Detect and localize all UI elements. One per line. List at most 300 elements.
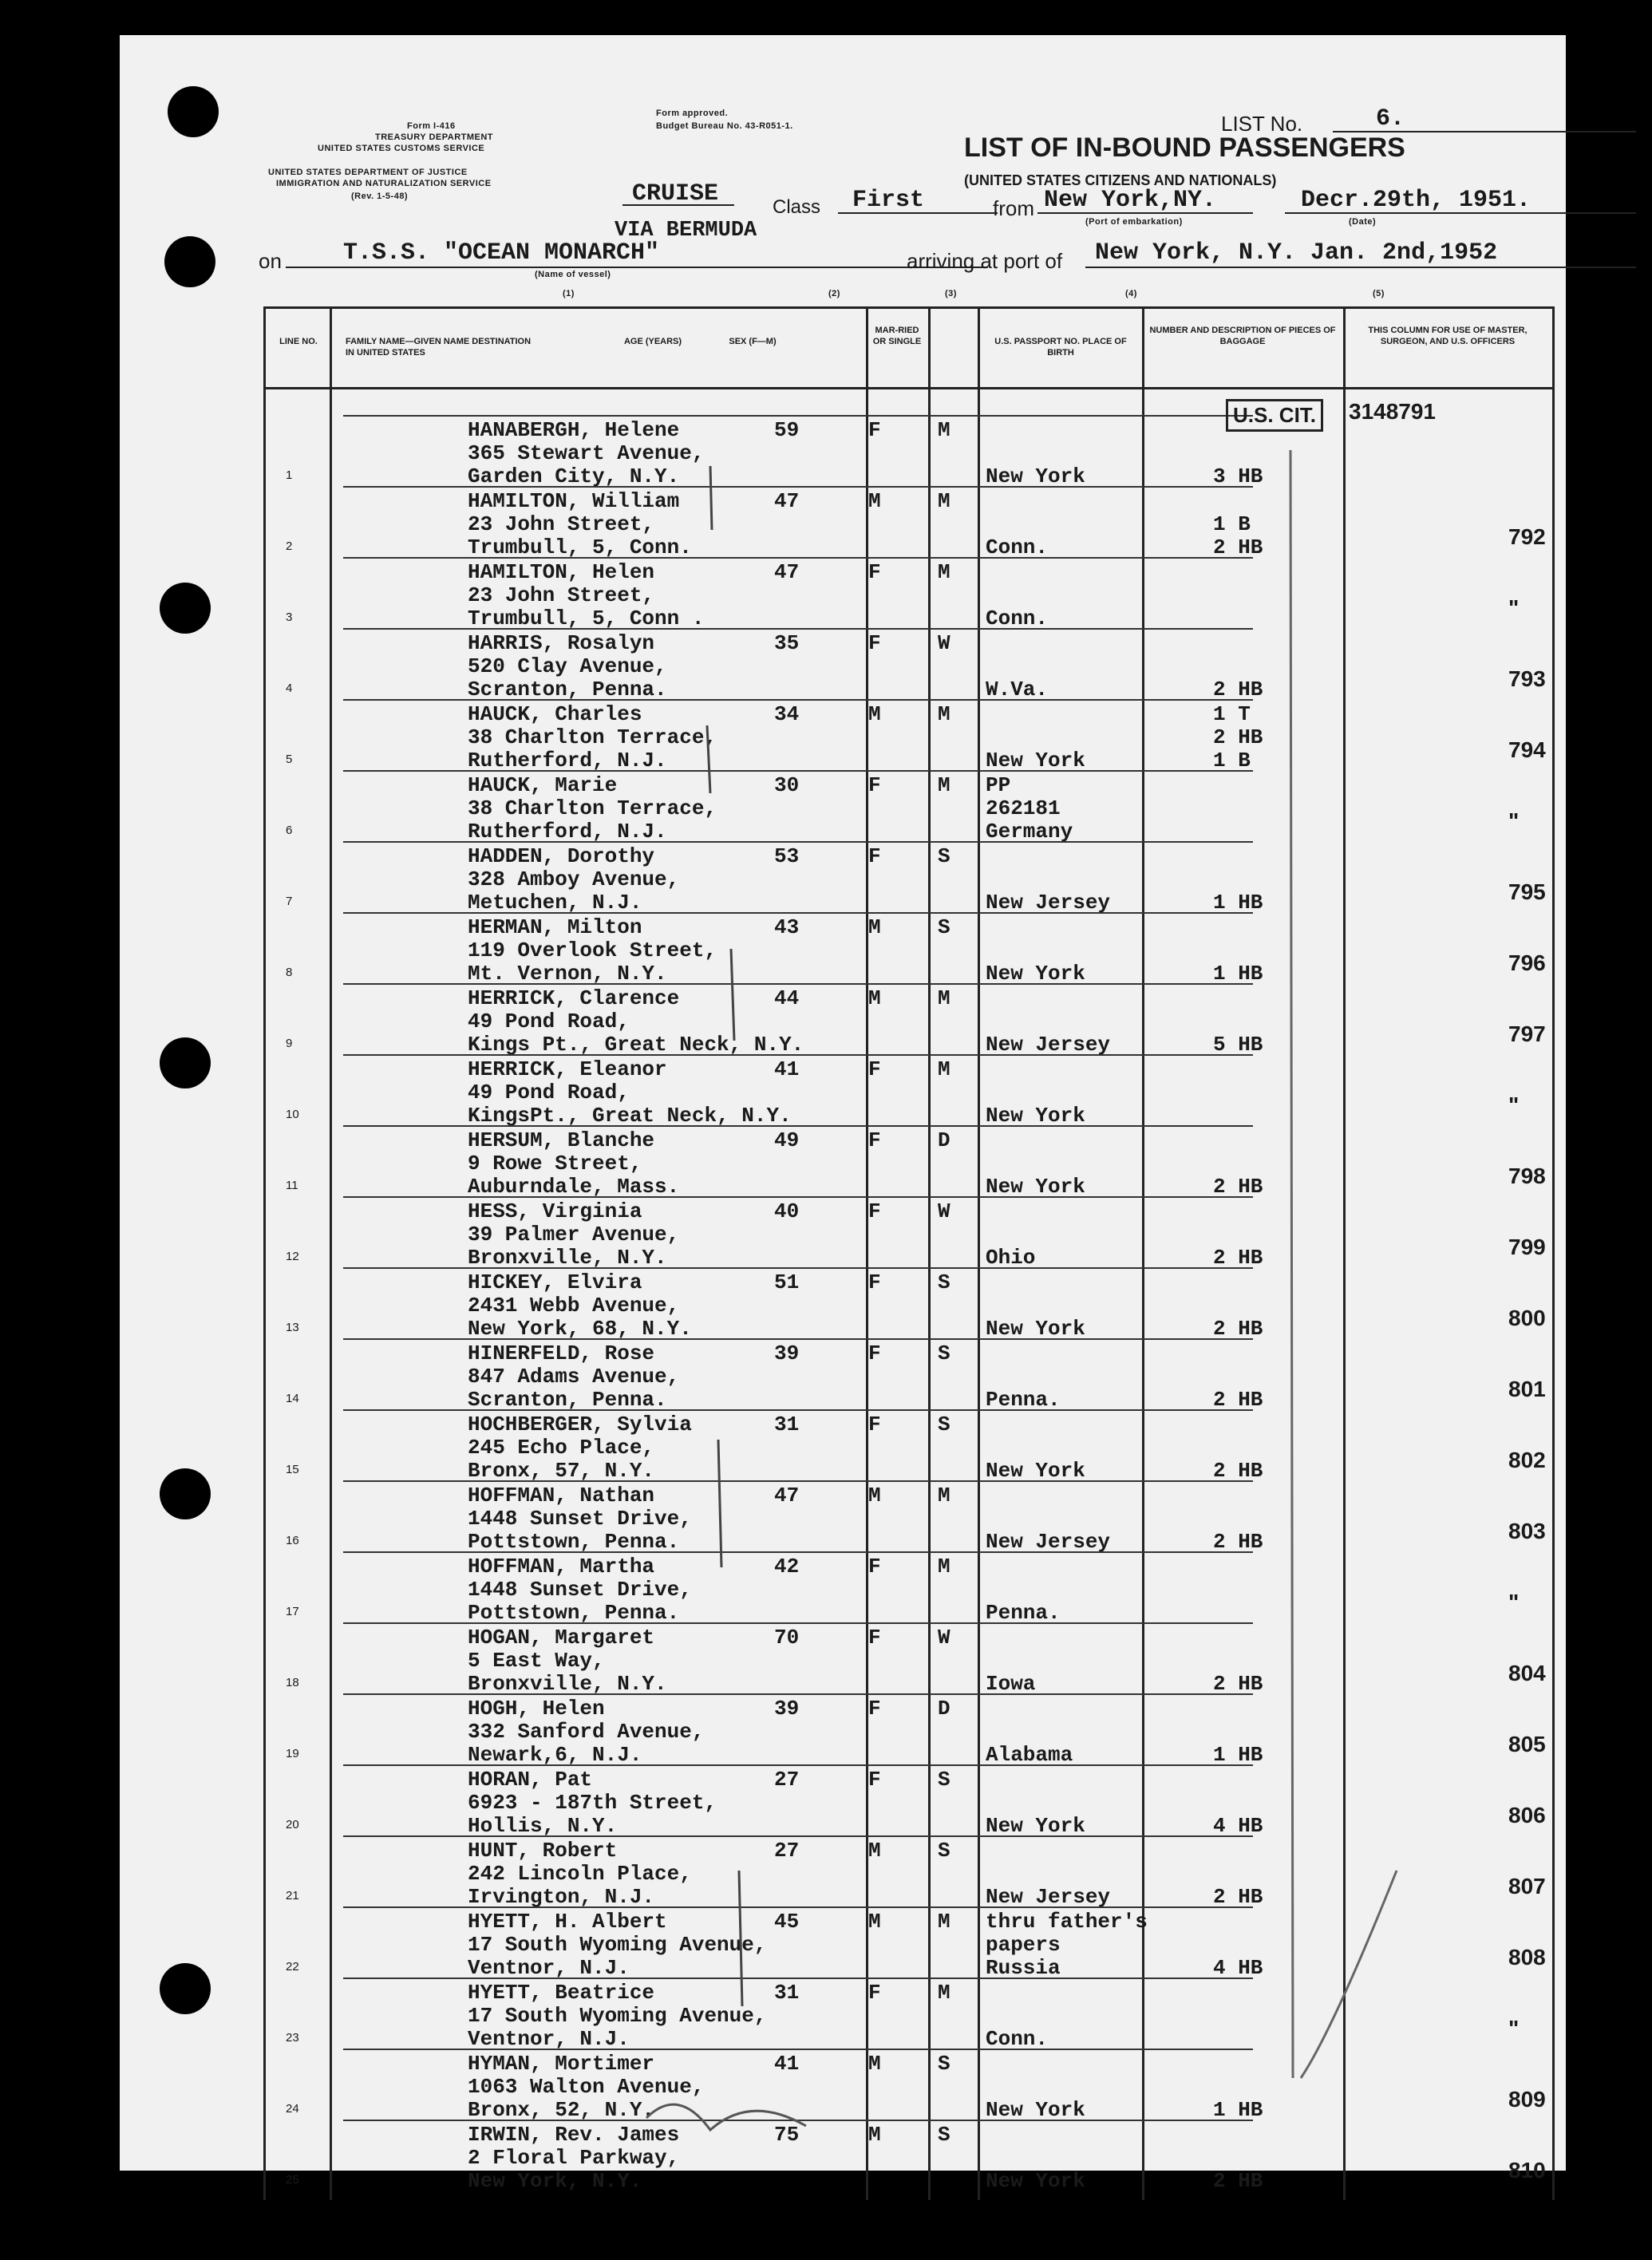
address-line-1: 242 Lincoln Place, — [468, 1862, 692, 1886]
place-of-birth-line: Conn. — [986, 606, 1049, 630]
passenger-name: HAMILTON, Helen — [468, 560, 655, 584]
cruise-label: CRUISE — [632, 180, 719, 207]
passenger-sex: F — [868, 1128, 881, 1152]
passenger-age: 75 — [774, 2123, 800, 2147]
passenger-sex: F — [868, 1412, 881, 1436]
passenger-name: HYETT, Beatrice — [468, 1981, 655, 2005]
baggage-line: 1 HB — [1213, 962, 1263, 986]
baggage-line: 3 HB — [1213, 464, 1263, 488]
address-line-1: 6923 - 187th Street, — [468, 1791, 717, 1815]
passenger-sex: F — [868, 1768, 881, 1792]
officer-number: 792 — [1508, 524, 1546, 549]
baggage-line: 2 HB — [1213, 1530, 1263, 1554]
officer-number: " — [1508, 2016, 1520, 2041]
page-title: LIST OF IN-BOUND PASSENGERS — [964, 132, 1405, 163]
marital-status: S — [938, 1768, 950, 1792]
marital-status: W — [938, 631, 950, 655]
marital-status: M — [938, 418, 950, 442]
marital-status: S — [938, 1270, 950, 1294]
marital-status: M — [938, 702, 950, 726]
baggage-line: 5 HB — [1213, 1033, 1263, 1057]
passenger-age: 53 — [774, 844, 800, 868]
address-line-2: Hollis, N.Y. — [468, 1814, 618, 1838]
punch-hole — [160, 1037, 211, 1089]
marital-status: D — [938, 1697, 950, 1721]
passenger-age: 44 — [774, 986, 800, 1010]
officer-number: 801 — [1508, 1377, 1546, 1401]
address-line-2: Bronxville, N.Y. — [468, 1672, 667, 1696]
date-note: (Date) — [1349, 217, 1377, 227]
baggage-line: 1 HB — [1213, 2098, 1263, 2122]
place-of-birth-line: Penna. — [986, 1388, 1061, 1412]
passenger-sex: M — [868, 2052, 881, 2076]
baggage-line: 2 HB — [1213, 1672, 1263, 1696]
marital-status: S — [938, 2052, 950, 2076]
passenger-name: HOGAN, Margaret — [468, 1626, 655, 1650]
dept-justice: UNITED STATES DEPARTMENT OF JUSTICE — [268, 168, 468, 177]
address-line-1: 1448 Sunset Drive, — [468, 1507, 692, 1531]
passenger-sex: M — [868, 986, 881, 1010]
address-line-1: 49 Pond Road, — [468, 1081, 630, 1104]
address-line-2: Scranton, Penna. — [468, 1388, 667, 1412]
line-number: 8 — [286, 966, 293, 979]
baggage-line: 2 HB — [1213, 535, 1263, 559]
address-line-1: 2431 Webb Avenue, — [468, 1294, 680, 1318]
place-of-birth-line: New York — [986, 1317, 1085, 1341]
passenger-age: 31 — [774, 1981, 800, 2005]
address-line-1: 23 John Street, — [468, 512, 655, 536]
baggage-line: 2 HB — [1213, 1246, 1263, 1270]
arriving-value: New York, N.Y. Jan. 2nd,1952 — [1095, 239, 1498, 267]
line-number: 21 — [286, 1889, 299, 1902]
officer-number: 808 — [1508, 1945, 1546, 1970]
line-number: 3 — [286, 610, 293, 624]
line-number: 24 — [286, 2102, 299, 2116]
officer-number: 803 — [1508, 1519, 1546, 1543]
passenger-name: HYETT, H. Albert — [468, 1910, 667, 1934]
col-num-5: (5) — [1373, 289, 1385, 298]
place-of-birth-line: Iowa — [986, 1672, 1036, 1696]
address-line-2: Newark,6, N.J. — [468, 1743, 642, 1767]
place-of-birth-line: Ohio — [986, 1246, 1036, 1270]
marital-status: W — [938, 1199, 950, 1223]
passenger-name: HYMAN, Mortimer — [468, 2052, 655, 2076]
col-num-2: (2) — [828, 289, 840, 298]
passenger-sex: M — [868, 1484, 881, 1507]
line-number: 16 — [286, 1534, 299, 1547]
passenger-name: IRWIN, Rev. James — [468, 2123, 680, 2147]
port-note: (Port of embarkation) — [1085, 217, 1183, 227]
officer-number: " — [1508, 808, 1520, 833]
line-number: 22 — [286, 1960, 299, 1974]
col-head-passport: U.S. PASSPORT NO. PLACE OF BIRTH — [994, 337, 1127, 358]
passenger-name: HORAN, Pat — [468, 1768, 593, 1792]
place-of-birth-line: Conn. — [986, 2027, 1049, 2051]
passenger-name: HARRIS, Rosalyn — [468, 631, 655, 655]
place-of-birth-line: New York — [986, 2169, 1085, 2193]
col-head-baggage: NUMBER AND DESCRIPTION OF PIECES OF BAGGAGE — [1149, 326, 1336, 346]
from-value: New York,NY. — [1044, 187, 1217, 214]
marital-status: M — [938, 773, 950, 797]
passenger-name: HESS, Virginia — [468, 1199, 642, 1223]
passenger-sex: F — [868, 1199, 881, 1223]
passenger-sex: F — [868, 773, 881, 797]
passenger-age: 41 — [774, 2052, 800, 2076]
passenger-sex: F — [868, 1057, 881, 1081]
list-no-label: LIST No. — [1221, 112, 1303, 136]
place-of-birth-line: New York — [986, 2098, 1085, 2122]
passenger-age: 27 — [774, 1839, 800, 1863]
address-line-2: Mt. Vernon, N.Y. — [468, 962, 667, 986]
class-label: Class — [773, 196, 821, 218]
address-line-2: Metuchen, N.J. — [468, 891, 642, 915]
passenger-name: HADDEN, Dorothy — [468, 844, 655, 868]
address-line-2: Bronxville, N.Y. — [468, 1246, 667, 1270]
baggage-line: 1 HB — [1213, 1743, 1263, 1767]
passenger-sex: M — [868, 1839, 881, 1863]
passenger-sex: M — [868, 702, 881, 726]
line-number: 15 — [286, 1463, 299, 1476]
passenger-name: HAUCK, Marie — [468, 773, 618, 797]
marital-status: S — [938, 844, 950, 868]
arriving-label: arriving at port of — [907, 249, 1063, 273]
col-num-3: (3) — [945, 289, 957, 298]
passenger-age: 34 — [774, 702, 800, 726]
line-number: 20 — [286, 1818, 299, 1831]
us-citizen-stamp: U.S. CIT. — [1226, 399, 1323, 432]
passenger-age: 42 — [774, 1555, 800, 1578]
on-label: on — [259, 249, 282, 273]
line-number: 13 — [286, 1321, 299, 1334]
officer-number: 797 — [1508, 1021, 1546, 1046]
place-of-birth-line: New Jersey — [986, 1530, 1111, 1554]
passenger-age: 30 — [774, 773, 800, 797]
line-number: 10 — [286, 1108, 299, 1121]
passenger-age: 27 — [774, 1768, 800, 1792]
marital-status: M — [938, 1555, 950, 1578]
officer-number: 798 — [1508, 1164, 1546, 1188]
marital-status: S — [938, 1412, 950, 1436]
address-line-2: Trumbull, 5, Conn. — [468, 535, 692, 559]
address-line-2: Ventnor, N.J. — [468, 1956, 630, 1980]
passenger-name: HERRICK, Eleanor — [468, 1057, 667, 1081]
address-line-2: Scranton, Penna. — [468, 678, 667, 701]
passenger-sex: F — [868, 1626, 881, 1650]
officer-number: 795 — [1508, 879, 1546, 904]
baggage-line: 1 T — [1213, 702, 1251, 726]
baggage-line: 2 HB — [1213, 1175, 1263, 1199]
address-line-2: New York, 68, N.Y. — [468, 1317, 692, 1341]
address-line-2: Pottstown, Penna. — [468, 1601, 680, 1625]
place-of-birth-line: W.Va. — [986, 678, 1049, 701]
passenger-sex: F — [868, 560, 881, 584]
passenger-age: 43 — [774, 915, 800, 939]
passenger-name: HICKEY, Elvira — [468, 1270, 642, 1294]
address-line-2: KingsPt., Great Neck, N.Y. — [468, 1104, 792, 1128]
place-of-birth-line: Conn. — [986, 535, 1049, 559]
marital-status: M — [938, 1057, 950, 1081]
line-number: 7 — [286, 895, 293, 908]
baggage-line: 2 HB — [1213, 2169, 1263, 2193]
form-approved: Form approved. — [656, 109, 729, 118]
place-of-birth-line: New York — [986, 749, 1085, 772]
marital-status: W — [938, 1626, 950, 1650]
address-line-1: 328 Amboy Avenue, — [468, 867, 680, 891]
passenger-name: HAUCK, Charles — [468, 702, 642, 726]
line-number: 6 — [286, 824, 293, 837]
date-value: Decr.29th, 1951. — [1301, 187, 1531, 214]
passenger-name: HOCHBERGER, Sylvia — [468, 1412, 692, 1436]
line-number: 11 — [286, 1179, 298, 1192]
col-head-officers: THIS COLUMN FOR USE OF MASTER, SURGEON, AND U.S. OFFICERS — [1368, 326, 1528, 346]
address-line-1: 5 East Way, — [468, 1649, 605, 1673]
marital-status: S — [938, 1839, 950, 1863]
vessel-name: T.S.S. "OCEAN MONARCH" — [343, 239, 660, 267]
dept-immigration: IMMIGRATION AND NATURALIZATION SERVICE — [276, 179, 492, 188]
passenger-sex: F — [868, 1555, 881, 1578]
officer-number: " — [1508, 1092, 1520, 1117]
address-line-2: Garden City, N.Y. — [468, 464, 680, 488]
place-of-birth-line: Penna. — [986, 1601, 1061, 1625]
address-line-1: 17 South Wyoming Avenue, — [468, 2004, 767, 2028]
passenger-name: HERRICK, Clarence — [468, 986, 680, 1010]
address-line-2: Rutherford, N.J. — [468, 749, 667, 772]
line-number: 2 — [286, 539, 293, 553]
dept-treasury: TREASURY DEPARTMENT — [375, 132, 494, 142]
baggage-line: 1 HB — [1213, 891, 1263, 915]
baggage-line: 2 HB — [1213, 1459, 1263, 1483]
baggage-line: 2 HB — [1213, 1885, 1263, 1909]
line-number: 9 — [286, 1037, 293, 1050]
place-of-birth-line: Russia — [986, 1956, 1061, 1980]
col-head-married: MAR-RIED OR SINGLE — [872, 326, 922, 346]
address-line-2: New York, N.Y. — [468, 2169, 642, 2193]
address-line-1: 847 Adams Avenue, — [468, 1365, 680, 1389]
col-head-line-no: LINE NO. — [279, 337, 318, 346]
address-line-1: 119 Overlook Street, — [468, 938, 717, 962]
address-line-2: Irvington, N.J. — [468, 1885, 655, 1909]
form-revision: (Rev. 1-5-48) — [351, 192, 409, 201]
address-line-2: Ventnor, N.J. — [468, 2027, 630, 2051]
officer-number: 800 — [1508, 1306, 1546, 1330]
list-no-value: 6. — [1376, 105, 1405, 132]
officer-number: 793 — [1508, 666, 1546, 691]
place-of-birth-line: New York — [986, 1175, 1085, 1199]
passenger-age: 41 — [774, 1057, 800, 1081]
passenger-sex: F — [868, 631, 881, 655]
vessel-note: (Name of vessel) — [535, 270, 611, 279]
line-number: 5 — [286, 753, 293, 766]
baggage-line: 2 HB — [1213, 1317, 1263, 1341]
address-line-1: 1448 Sunset Drive, — [468, 1578, 692, 1602]
marital-status: M — [938, 1981, 950, 2005]
marital-status: S — [938, 2123, 950, 2147]
passenger-age: 39 — [774, 1341, 800, 1365]
budget-bureau: Budget Bureau No. 43-R051-1. — [656, 121, 793, 131]
passenger-sex: F — [868, 418, 881, 442]
line-number: 18 — [286, 1676, 299, 1689]
col-num-4: (4) — [1125, 289, 1137, 298]
punch-hole — [168, 86, 219, 137]
passenger-sex: F — [868, 1981, 881, 2005]
punch-hole — [164, 236, 215, 287]
place-of-birth-line: Germany — [986, 820, 1073, 844]
address-line-1: 39 Palmer Avenue, — [468, 1223, 680, 1247]
marital-status: S — [938, 1341, 950, 1365]
passenger-name: HOFFMAN, Martha — [468, 1555, 655, 1578]
line-number: 23 — [286, 2031, 299, 2045]
col-head-name: FAMILY NAME—GIVEN NAME DESTINATION IN UNITED STATES — [346, 337, 532, 358]
marital-status: M — [938, 1484, 950, 1507]
line-number: 1 — [286, 468, 293, 482]
passenger-age: 70 — [774, 1626, 800, 1650]
baggage-line: 2 HB — [1213, 725, 1263, 749]
passenger-name: HUNT, Robert — [468, 1839, 618, 1863]
passenger-age: 47 — [774, 489, 800, 513]
address-line-1: 2 Floral Parkway, — [468, 2146, 680, 2170]
passenger-sex: M — [868, 1910, 881, 1934]
baggage-line: 1 B — [1213, 749, 1251, 772]
marital-status: M — [938, 560, 950, 584]
passenger-name: HAMILTON, William — [468, 489, 680, 513]
place-of-birth-line: papers — [986, 1933, 1061, 1957]
officer-number: 794 — [1508, 737, 1546, 762]
passenger-sex: F — [868, 1341, 881, 1365]
line-number: 4 — [286, 682, 293, 695]
place-of-birth-line: New York — [986, 464, 1085, 488]
passenger-name: HERMAN, Milton — [468, 915, 642, 939]
marital-status: M — [938, 1910, 950, 1934]
place-of-birth-line: New Jersey — [986, 1885, 1111, 1909]
passenger-age: 59 — [774, 418, 800, 442]
line-number: 14 — [286, 1392, 299, 1405]
passenger-name: HANABERGH, Helene — [468, 418, 680, 442]
col-head-age: AGE (YEARS) — [623, 337, 682, 346]
address-line-2: Trumbull, 5, Conn . — [468, 606, 705, 630]
col-head-sex: SEX (F—M) — [729, 337, 777, 346]
line-number: 12 — [286, 1250, 299, 1263]
passenger-sex: M — [868, 2123, 881, 2147]
place-of-birth-line: New York — [986, 1104, 1085, 1128]
marital-status: M — [938, 489, 950, 513]
baggage-line: 2 HB — [1213, 1388, 1263, 1412]
officer-number: 796 — [1508, 950, 1546, 975]
address-line-1: 17 South Wyoming Avenue, — [468, 1933, 767, 1957]
officer-number: 805 — [1508, 1732, 1546, 1756]
place-of-birth-line: New York — [986, 1814, 1085, 1838]
passenger-age: 45 — [774, 1910, 800, 1934]
place-of-birth-line: PP — [986, 773, 1011, 797]
address-line-2: Bronx, 52, N.Y. — [468, 2098, 655, 2122]
officer-number: 810 — [1508, 2158, 1546, 2183]
passenger-name: HOFFMAN, Nathan — [468, 1484, 655, 1507]
form-number: Form I-416 — [407, 121, 456, 131]
col-num-1: (1) — [563, 289, 575, 298]
via-bermuda: VIA BERMUDA — [615, 219, 757, 243]
baggage-line: 2 HB — [1213, 678, 1263, 701]
from-label: from — [993, 196, 1034, 220]
passenger-name: HERSUM, Blanche — [468, 1128, 655, 1152]
officer-number: " — [1508, 1590, 1520, 1614]
place-of-birth-line: New York — [986, 962, 1085, 986]
officer-number: 807 — [1508, 1874, 1546, 1898]
address-line-1: 49 Pond Road, — [468, 1009, 630, 1033]
address-line-1: 520 Clay Avenue, — [468, 654, 667, 678]
address-line-1: 332 Sanford Avenue, — [468, 1720, 705, 1744]
page-subtitle: (UNITED STATES CITIZENS AND NATIONALS) — [964, 172, 1277, 188]
punch-hole — [160, 583, 211, 634]
marital-status: D — [938, 1128, 950, 1152]
first-record-number: 3148791 — [1349, 399, 1437, 424]
passenger-age: 51 — [774, 1270, 800, 1294]
punch-hole — [160, 1468, 211, 1519]
place-of-birth-line: Alabama — [986, 1743, 1073, 1767]
passenger-sex: M — [868, 489, 881, 513]
passenger-age: 49 — [774, 1128, 800, 1152]
baggage-line: 4 HB — [1213, 1956, 1263, 1980]
passenger-name: HINERFELD, Rose — [468, 1341, 655, 1365]
place-of-birth-line: New York — [986, 1459, 1085, 1483]
passenger-sex: F — [868, 844, 881, 868]
marital-status: S — [938, 915, 950, 939]
baggage-line: 4 HB — [1213, 1814, 1263, 1838]
officer-number: 804 — [1508, 1661, 1546, 1685]
officer-number: 799 — [1508, 1235, 1546, 1259]
passenger-age: 47 — [774, 560, 800, 584]
officer-number: " — [1508, 595, 1520, 620]
passenger-age: 35 — [774, 631, 800, 655]
place-of-birth-line: New Jersey — [986, 891, 1111, 915]
line-number: 25 — [286, 2173, 299, 2187]
officer-number: 809 — [1508, 2087, 1546, 2112]
place-of-birth-line: New Jersey — [986, 1033, 1111, 1057]
address-line-2: Rutherford, N.J. — [468, 820, 667, 844]
line-number: 19 — [286, 1747, 299, 1760]
address-line-1: 38 Charlton Terrace, — [468, 725, 717, 749]
passenger-sex: F — [868, 1697, 881, 1721]
address-line-2: Auburndale, Mass. — [468, 1175, 680, 1199]
marital-status: M — [938, 986, 950, 1010]
address-line-1: 245 Echo Place, — [468, 1436, 655, 1460]
line-number: 17 — [286, 1605, 299, 1618]
passenger-name: HOGH, Helen — [468, 1697, 605, 1721]
address-line-2: Pottstown, Penna. — [468, 1530, 680, 1554]
passenger-age: 31 — [774, 1412, 800, 1436]
address-line-2: Kings Pt., Great Neck, N.Y. — [468, 1033, 804, 1057]
passenger-age: 39 — [774, 1697, 800, 1721]
address-line-1: 9 Rowe Street, — [468, 1152, 642, 1175]
address-line-2: Bronx, 57, N.Y. — [468, 1459, 655, 1483]
address-line-1: 1063 Walton Avenue, — [468, 2075, 705, 2099]
address-line-1: 38 Charlton Terrace, — [468, 796, 717, 820]
class-value: First — [852, 187, 925, 214]
passenger-age: 40 — [774, 1199, 800, 1223]
place-of-birth-line: 262181 — [986, 796, 1061, 820]
passenger-age: 47 — [774, 1484, 800, 1507]
address-line-1: 365 Stewart Avenue, — [468, 441, 705, 465]
punch-hole — [160, 1963, 211, 2014]
passenger-sex: M — [868, 915, 881, 939]
dept-customs: UNITED STATES CUSTOMS SERVICE — [318, 144, 485, 153]
form-page — [120, 35, 1566, 2193]
pencil-marks — [120, 35, 1566, 2171]
place-of-birth-line: thru father's — [986, 1910, 1148, 1934]
baggage-line: 1 B — [1213, 512, 1251, 536]
officer-number: 806 — [1508, 1803, 1546, 1827]
passenger-sex: F — [868, 1270, 881, 1294]
address-line-1: 23 John Street, — [468, 583, 655, 607]
officer-number: 802 — [1508, 1448, 1546, 1472]
